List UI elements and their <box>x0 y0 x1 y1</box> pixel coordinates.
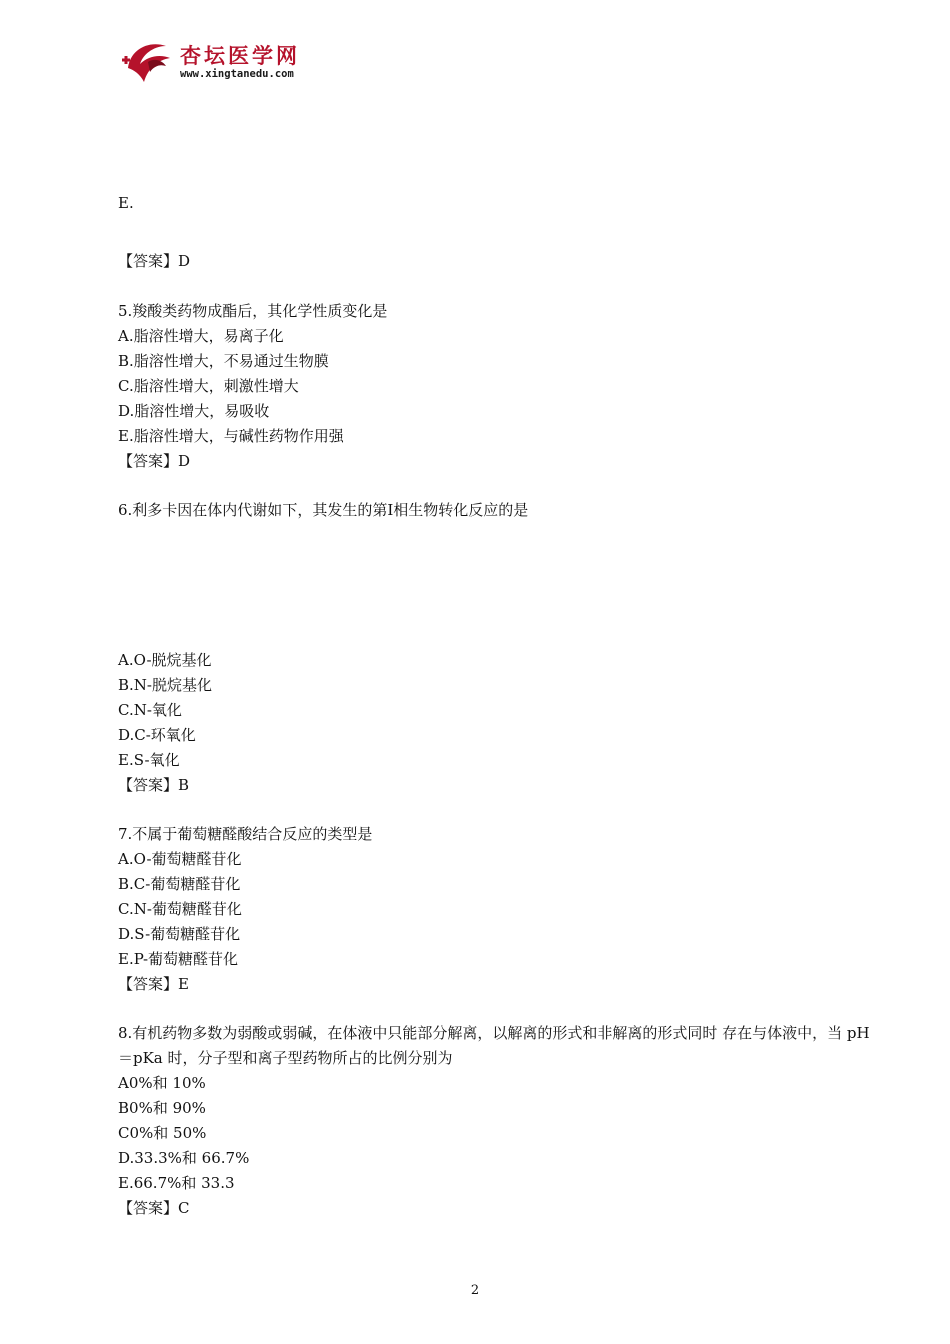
q7-option-c: C.N-葡萄糖醛苷化 <box>118 900 242 918</box>
q6-option-c: C.N-氧化 <box>118 701 182 719</box>
q8-answer: 【答案】C <box>118 1199 190 1217</box>
q7-stem: 7.不属于葡萄糖醛酸结合反应的类型是 <box>118 825 373 843</box>
q8-option-d: D.33.3%和 66.7% <box>118 1149 250 1167</box>
q8-option-e: E.66.7%和 33.3 <box>118 1174 235 1192</box>
q8-option-a: A0%和 10% <box>118 1074 206 1092</box>
q8-option-b: B0%和 90% <box>118 1099 206 1117</box>
q6-stem: 6.利多卡因在体内代谢如下，其发生的第Ⅰ相生物转化反应的是 <box>118 501 529 519</box>
logo-url: www.xingtanedu.com <box>180 68 294 80</box>
q6-option-a: A.O-脱烷基化 <box>118 651 212 669</box>
q5-stem: 5.羧酸类药物成酯后，其化学性质变化是 <box>118 302 388 320</box>
q5-option-b: B.脂溶性增大，不易通过生物膜 <box>118 352 329 370</box>
q6-option-e: E.S-氧化 <box>118 751 180 769</box>
q5-answer: 【答案】D <box>118 452 191 470</box>
q4-option-e: E. <box>118 194 134 212</box>
q6-option-b: B.N-脱烷基化 <box>118 676 212 694</box>
q6-answer: 【答案】B <box>118 776 190 794</box>
q5-option-d: D.脂溶性增大，易吸收 <box>118 402 270 420</box>
page-number: 2 <box>470 1283 480 1298</box>
q7-option-a: A.O-葡萄糖醛苷化 <box>118 850 242 868</box>
q7-option-e: E.P-葡萄糖醛苷化 <box>118 950 239 968</box>
q7-option-b: B.C-葡萄糖醛苷化 <box>118 875 241 893</box>
q8-stem: 8.有机药物多数为弱酸或弱碱，在体液中只能部分解离，以解离的形式和非解离的形式同时 存在与体液中，当 pH＝pKa 时，分子型和离子型药物所占的比例分别为 <box>118 1024 870 1067</box>
site-logo[interactable] <box>118 38 318 86</box>
q5-option-e: E.脂溶性增大，与碱性药物作用强 <box>118 427 344 445</box>
q5-option-c: C.脂溶性增大，刺激性增大 <box>118 377 299 395</box>
q8-option-c: C0%和 50% <box>118 1124 207 1142</box>
q7-answer: 【答案】E <box>118 975 189 993</box>
q7-option-d: D.S-葡萄糖醛苷化 <box>118 925 241 943</box>
q6-option-d: D.C-环氧化 <box>118 726 196 744</box>
logo-title: 杏坛医学网 <box>180 44 300 68</box>
q5-option-a: A.脂溶性增大，易离子化 <box>118 327 284 345</box>
q4-answer: 【答案】D <box>118 252 191 270</box>
logo-emblem-icon <box>118 38 178 86</box>
